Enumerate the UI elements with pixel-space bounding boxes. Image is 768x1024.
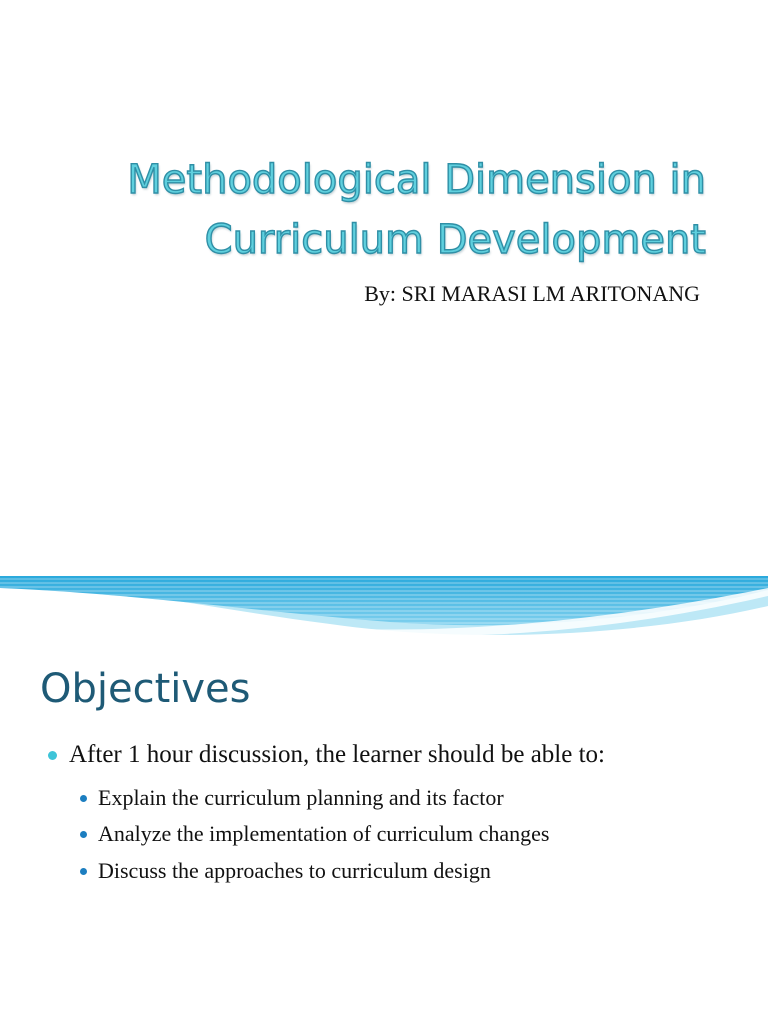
slide-title [127,150,706,270]
sub-bullet-text: Explain the curriculum planning and its factor [98,785,504,810]
objectives-heading: Objectives [40,666,251,712]
bullet-dot-icon [80,795,87,802]
sub-bullet-text: Discuss the approaches to curriculum design [98,858,491,883]
objectives-slide [0,646,768,1024]
sub-bullet [80,821,549,847]
author-line: By: SRI MARASI LM ARITONANG [364,281,700,306]
bullet-dot-icon [80,868,87,875]
sub-bullet [80,858,491,884]
sub-bullet-text: Analyze the implementation of curriculum changes [98,821,550,846]
bullet-dot-icon [48,751,57,760]
main-bullet-text: After 1 hour discussion, the learner should be able to: [69,741,605,768]
bullet-dot-icon [80,831,87,838]
wave-decoration [0,566,768,646]
slide-title-line-1: Methodological Dimension in [127,157,706,203]
slide-title-line-2: Curriculum Development [204,217,706,263]
main-bullet [48,741,605,769]
sub-bullet [80,785,504,811]
